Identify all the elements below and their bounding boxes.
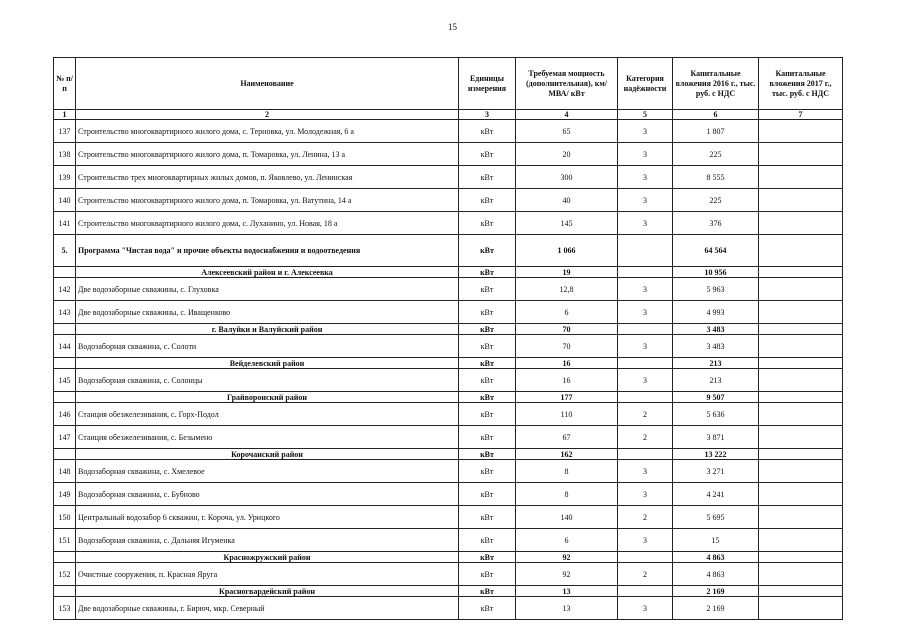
power-cell: 177 [516,392,618,403]
category-cell: 3 [618,483,673,506]
power-cell: 92 [516,552,618,563]
unit-cell: кВт [459,483,516,506]
unit-cell: кВт [459,166,516,189]
num-cell [54,586,76,597]
category-cell [618,235,673,267]
name-cell: Водозаборная скважина, с. Хмелевое [76,460,459,483]
table-row [54,143,843,166]
num-cell [54,552,76,563]
name-cell: Две водозаборные скважины, г. Бирюч, мкр. Северный [76,597,459,620]
cap-2016-cell: 9 507 [673,392,759,403]
cap-2016-cell: 3 271 [673,460,759,483]
cap-2016-cell: 213 [673,358,759,369]
cap-2017-cell [759,335,843,358]
unit-cell: кВт [459,460,516,483]
power-cell: 1 066 [516,235,618,267]
category-cell [618,392,673,403]
power-cell: 13 [516,586,618,597]
unit-cell: кВт [459,335,516,358]
cap-2016-cell: 2 169 [673,597,759,620]
cap-2017-cell [759,358,843,369]
section-row [54,392,843,403]
cap-2017-cell [759,586,843,597]
cap-2016-cell: 5 963 [673,278,759,301]
cap-2017-cell [759,212,843,235]
name-cell: Две водозаборные скважины, с. Иващенково [76,301,459,324]
section-name: Красногвардейский район [76,586,459,597]
cap-2016-cell: 15 [673,529,759,552]
table-body [54,120,843,620]
column-index: 1 [54,110,76,120]
power-cell: 40 [516,189,618,212]
num-cell: 5. [54,235,76,267]
category-cell: 3 [618,166,673,189]
table-row [54,301,843,324]
unit-cell: кВт [459,403,516,426]
unit-cell: кВт [459,235,516,267]
table-row [54,426,843,449]
table-row [54,278,843,301]
category-cell: 3 [618,212,673,235]
header-category: Категория надёжности [618,58,673,110]
num-cell [54,324,76,335]
unit-cell: кВт [459,143,516,166]
power-cell: 145 [516,212,618,235]
table-row [54,369,843,392]
num-cell: 146 [54,403,76,426]
unit-cell: кВт [459,426,516,449]
category-cell: 3 [618,120,673,143]
section-name: г. Валуйки и Валуйский район [76,324,459,335]
cap-2017-cell [759,426,843,449]
cap-2017-cell [759,392,843,403]
power-cell: 110 [516,403,618,426]
power-cell: 70 [516,335,618,358]
cap-2017-cell [759,120,843,143]
power-cell: 6 [516,529,618,552]
power-cell: 67 [516,426,618,449]
cap-2017-cell [759,369,843,392]
num-cell: 153 [54,597,76,620]
num-cell: 144 [54,335,76,358]
unit-cell: кВт [459,212,516,235]
power-cell: 70 [516,324,618,335]
section-name: Грайворонский район [76,392,459,403]
unit-cell: кВт [459,392,516,403]
category-cell: 3 [618,189,673,212]
header-name: Наименование [76,58,459,110]
cap-2017-cell [759,189,843,212]
cap-2017-cell [759,460,843,483]
header-row [54,58,843,110]
name-cell: Программа "Чистая вода" и прочие объекты водоснабжения и водоотведения [76,235,459,267]
category-cell: 2 [618,426,673,449]
num-cell [54,358,76,369]
column-index: 6 [673,110,759,120]
section-row [54,552,843,563]
cap-2016-cell: 225 [673,189,759,212]
column-index: 3 [459,110,516,120]
category-cell [618,358,673,369]
power-cell: 12,8 [516,278,618,301]
num-cell: 150 [54,506,76,529]
unit-cell: кВт [459,529,516,552]
cap-2017-cell [759,235,843,267]
header-power: Требуемая мощность (дополнительная), км/ МВА/ кВт [516,58,618,110]
category-cell [618,552,673,563]
name-cell: Строительство многоквартирного жилого дома, п. Томаровка, ул. Ленина, 13 а [76,143,459,166]
num-cell [54,267,76,278]
name-cell: Строительство многоквартирного жилого дома, п. Томаровка, ул. Ватутина, 14 а [76,189,459,212]
column-index-row [54,110,843,120]
table-row [54,403,843,426]
category-cell: 3 [618,369,673,392]
section-name: Вейделевский район [76,358,459,369]
name-cell: Центральный водозабор 6 скважин, г. Короча, ул. Урицкого [76,506,459,529]
power-cell: 65 [516,120,618,143]
power-cell: 300 [516,166,618,189]
name-cell: Строительство многоквартирного жилого дома, с. Луханино, ул. Новая, 18 а [76,212,459,235]
unit-cell: кВт [459,449,516,460]
category-cell: 3 [618,278,673,301]
cap-2016-cell: 225 [673,143,759,166]
cap-2016-cell: 1 807 [673,120,759,143]
table-row [54,166,843,189]
category-cell: 2 [618,506,673,529]
name-cell: Строительство многоквартирного жилого дома, с. Терновка, ул. Молодежная, 6 а [76,120,459,143]
category-cell: 3 [618,597,673,620]
power-cell: 92 [516,563,618,586]
cap-2016-cell: 2 169 [673,586,759,597]
cap-2017-cell [759,506,843,529]
cap-2016-cell: 5 695 [673,506,759,529]
name-cell: Водозаборная скважина, с. Солоти [76,335,459,358]
num-cell: 142 [54,278,76,301]
name-cell: Водозаборная скважина, с. Солонцы [76,369,459,392]
num-cell [54,392,76,403]
cap-2016-cell: 213 [673,369,759,392]
power-cell: 16 [516,358,618,369]
cap-2016-cell: 5 636 [673,403,759,426]
category-cell [618,449,673,460]
name-cell: Строительство трех многоквартирных жилых домов, п. Яковлево, ул. Ленинская [76,166,459,189]
section-row [54,586,843,597]
unit-cell: кВт [459,597,516,620]
cap-2016-cell: 4 863 [673,552,759,563]
cap-2017-cell [759,597,843,620]
unit-cell: кВт [459,324,516,335]
power-cell: 140 [516,506,618,529]
table-row [54,483,843,506]
table-row [54,506,843,529]
unit-cell: кВт [459,586,516,597]
power-cell: 8 [516,460,618,483]
name-cell: Станция обезжелезивания, с. Горх-Подол [76,403,459,426]
section-name: Алексеевский район и г. Алексеевка [76,267,459,278]
unit-cell: кВт [459,369,516,392]
unit-cell: кВт [459,189,516,212]
power-cell: 20 [516,143,618,166]
category-cell: 2 [618,403,673,426]
table-row [54,120,843,143]
cap-2016-cell: 4 241 [673,483,759,506]
section-row [54,358,843,369]
table-row [54,529,843,552]
name-cell: Две водозаборные скважины, с. Глуховка [76,278,459,301]
name-cell: Очистные сооружения, п. Красная Яруга [76,563,459,586]
power-cell: 13 [516,597,618,620]
cap-2017-cell [759,403,843,426]
num-cell: 145 [54,369,76,392]
column-index: 5 [618,110,673,120]
power-cell: 8 [516,483,618,506]
section-row [54,267,843,278]
category-cell: 3 [618,143,673,166]
unit-cell: кВт [459,120,516,143]
name-cell: Водозаборная скважина, с. Дальняя Игуменка [76,529,459,552]
page-number: 15 [448,22,457,32]
table-row [54,597,843,620]
cap-2016-cell: 3 483 [673,324,759,335]
table-row [54,335,843,358]
num-cell: 141 [54,212,76,235]
cap-2017-cell [759,563,843,586]
num-cell: 143 [54,301,76,324]
cap-2016-cell: 13 222 [673,449,759,460]
table-row [54,460,843,483]
cap-2016-cell: 8 555 [673,166,759,189]
category-cell [618,324,673,335]
header-unit: Единицы измерения [459,58,516,110]
cap-2016-cell: 10 956 [673,267,759,278]
cap-2017-cell [759,552,843,563]
category-cell: 3 [618,335,673,358]
num-cell: 147 [54,426,76,449]
header-cap-2017: Капитальные вложения 2017 г., тыс. руб. с НДС [759,58,843,110]
section-name: Красножружский район [76,552,459,563]
num-cell: 151 [54,529,76,552]
power-cell: 162 [516,449,618,460]
num-cell: 152 [54,563,76,586]
power-cell: 6 [516,301,618,324]
cap-2016-cell: 3 483 [673,335,759,358]
category-cell [618,267,673,278]
section-name: Корочанский район [76,449,459,460]
cap-2017-cell [759,301,843,324]
unit-cell: кВт [459,267,516,278]
num-cell: 148 [54,460,76,483]
category-cell: 3 [618,460,673,483]
cap-2016-cell: 376 [673,212,759,235]
header-cap-2016: Капитальные вложения 2016 г., тыс. руб. с НДС [673,58,759,110]
program-total-row [54,235,843,267]
cap-2017-cell [759,166,843,189]
column-index: 7 [759,110,843,120]
unit-cell: кВт [459,278,516,301]
investment-table [53,57,843,620]
power-cell: 16 [516,369,618,392]
num-cell: 137 [54,120,76,143]
unit-cell: кВт [459,563,516,586]
cap-2017-cell [759,143,843,166]
cap-2017-cell [759,278,843,301]
table-row [54,189,843,212]
num-cell: 140 [54,189,76,212]
category-cell [618,586,673,597]
num-cell: 149 [54,483,76,506]
cap-2017-cell [759,483,843,506]
section-row [54,324,843,335]
section-row [54,449,843,460]
cap-2016-cell: 64 564 [673,235,759,267]
cap-2017-cell [759,529,843,552]
column-index: 2 [76,110,459,120]
cap-2016-cell: 4 993 [673,301,759,324]
num-cell: 139 [54,166,76,189]
name-cell: Водозаборная скважина, с. Бубново [76,483,459,506]
header-num: № п/п [54,58,76,110]
unit-cell: кВт [459,358,516,369]
category-cell: 2 [618,563,673,586]
num-cell [54,449,76,460]
unit-cell: кВт [459,301,516,324]
cap-2017-cell [759,267,843,278]
unit-cell: кВт [459,506,516,529]
category-cell: 3 [618,529,673,552]
cap-2016-cell: 3 871 [673,426,759,449]
category-cell: 3 [618,301,673,324]
column-index: 4 [516,110,618,120]
unit-cell: кВт [459,552,516,563]
cap-2016-cell: 4 863 [673,563,759,586]
table-row [54,563,843,586]
table-row [54,212,843,235]
cap-2017-cell [759,449,843,460]
name-cell: Станция обезжелезивания, с. Безымено [76,426,459,449]
power-cell: 19 [516,267,618,278]
cap-2017-cell [759,324,843,335]
num-cell: 138 [54,143,76,166]
